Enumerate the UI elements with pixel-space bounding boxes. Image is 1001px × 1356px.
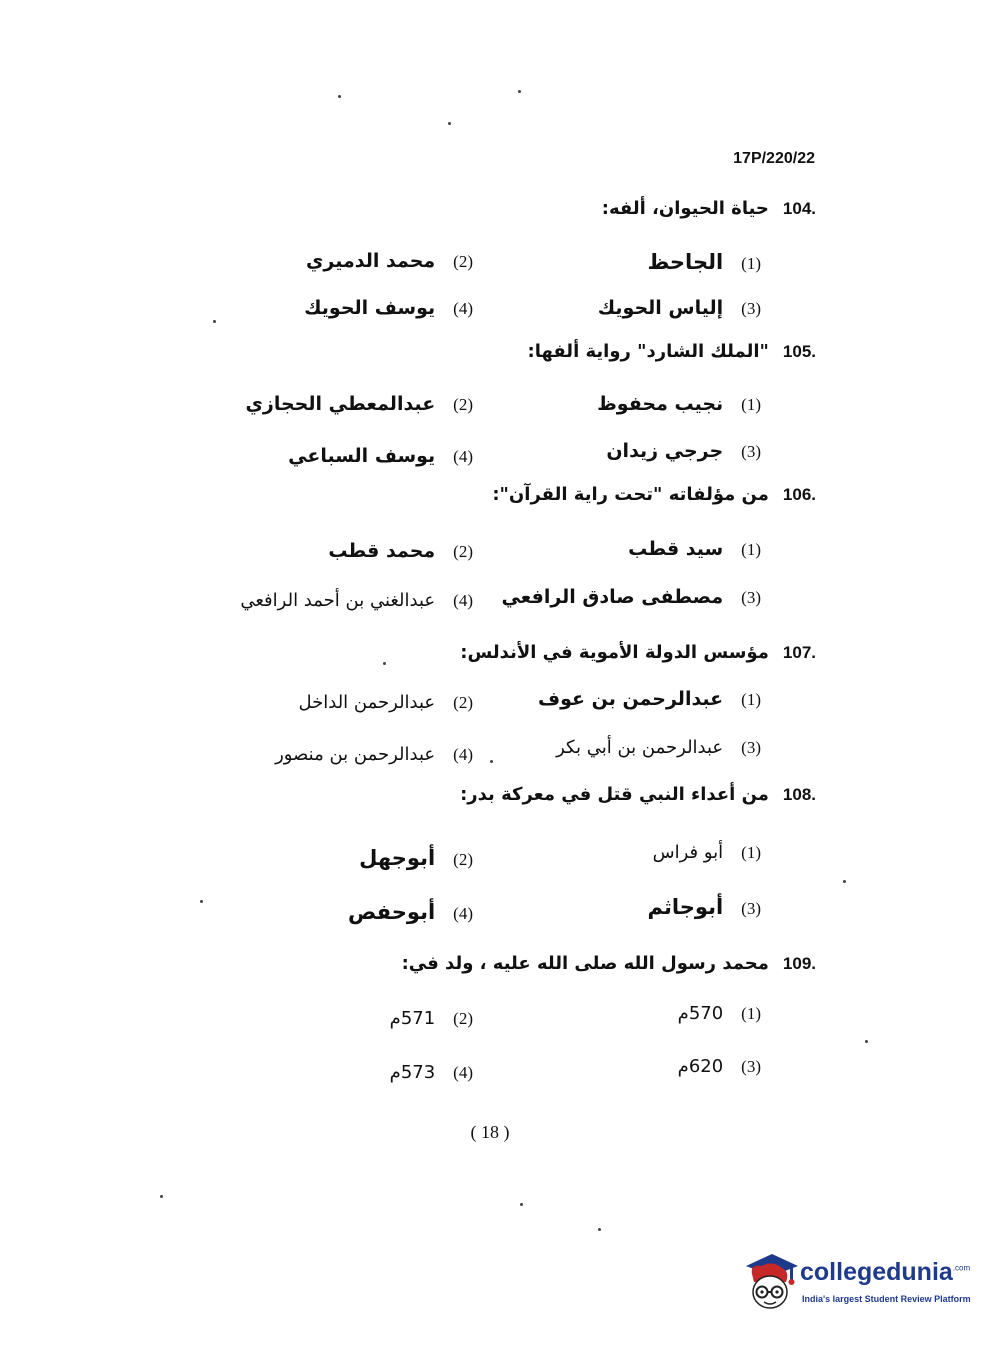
option-109-3	[678, 1056, 761, 1077]
option-number: (4)	[453, 1063, 473, 1082]
option-number: (4)	[453, 591, 473, 610]
option-text: 570م	[677, 1003, 724, 1024]
option-number: (4)	[453, 745, 473, 764]
option-109-2	[390, 1008, 473, 1029]
option-105-3	[606, 440, 761, 462]
option-108-3	[648, 895, 761, 919]
option-104-3	[598, 297, 761, 319]
question-text: من مؤلفاته "تحت راية القرآن":	[492, 484, 769, 505]
logo-name: collegedunia$^{.com}$	[800, 1258, 971, 1286]
option-108-4	[348, 900, 473, 924]
option-text: أبو فراس	[652, 842, 724, 863]
option-number: (1)	[741, 690, 761, 709]
scan-speck	[448, 122, 451, 125]
option-104-1	[647, 250, 761, 274]
option-text: عبدالرحمن بن أبي بكر	[556, 737, 724, 758]
option-text: نجيب محفوظ	[597, 393, 724, 415]
question-105	[528, 341, 816, 362]
option-text: عبدالرحمن بن عوف	[538, 688, 724, 710]
option-text: أبوجاثم	[647, 895, 724, 919]
question-106	[492, 484, 816, 505]
option-number: (1)	[741, 1004, 761, 1023]
option-107-4	[275, 744, 473, 765]
option-text: الجاحظ	[647, 250, 724, 274]
scan-speck	[520, 1203, 523, 1206]
question-107	[460, 642, 816, 663]
option-number: (4)	[453, 447, 473, 466]
option-107-2	[298, 692, 473, 713]
option-number: (2)	[453, 252, 473, 271]
option-109-1	[678, 1003, 761, 1024]
scan-speck	[160, 1195, 163, 1198]
question-text: "الملك الشارد" رواية ألفها:	[527, 341, 769, 362]
option-106-4	[240, 590, 473, 611]
mascot-icon	[742, 1252, 800, 1312]
scan-speck	[213, 320, 216, 323]
question-number: 104.	[782, 199, 816, 218]
question-number: 106.	[782, 485, 816, 504]
option-107-1	[538, 688, 761, 710]
question-number: 107.	[782, 643, 816, 662]
option-number: (2)	[453, 1009, 473, 1028]
option-number: (3)	[741, 738, 761, 757]
option-number: (2)	[453, 542, 473, 561]
option-text: محمد الدميري	[306, 250, 436, 272]
option-text: جرجي زيدان	[606, 440, 724, 462]
option-text: سيد قطب	[628, 538, 724, 560]
option-number: (1)	[741, 843, 761, 862]
option-text: يوسف السباعي	[288, 445, 436, 467]
option-number: (4)	[453, 904, 473, 923]
option-text: يوسف الحويك	[304, 297, 436, 319]
option-number: (3)	[741, 1057, 761, 1076]
option-text: عبدالرحمن الداخل	[298, 692, 436, 713]
question-text: حياة الحيوان، ألفه:	[601, 198, 769, 219]
option-number: (2)	[453, 395, 473, 414]
option-number: (1)	[741, 395, 761, 414]
page-number: ( 18 )	[470, 1122, 510, 1142]
scan-speck	[518, 90, 521, 93]
collegedunia-logo[interactable]	[742, 1252, 972, 1312]
option-106-3	[501, 586, 761, 608]
scan-speck	[598, 1228, 601, 1231]
question-number: 108.	[782, 785, 816, 804]
question-text: محمد رسول الله صلى الله عليه ، ولد في:	[401, 953, 769, 974]
option-text: محمد قطب	[328, 540, 436, 562]
option-text: 620م	[677, 1056, 724, 1077]
logo-tagline: India's largest Student Review Platform	[802, 1294, 971, 1304]
option-108-1	[653, 842, 761, 863]
option-text: 571م	[389, 1008, 436, 1029]
option-108-2	[359, 846, 473, 870]
option-text: عبدالمعطي الحجازي	[245, 393, 436, 415]
option-number: (2)	[453, 850, 473, 869]
question-104	[602, 198, 816, 219]
option-109-4	[390, 1062, 473, 1083]
scan-speck	[843, 880, 846, 883]
option-number: (1)	[741, 540, 761, 559]
option-104-2	[306, 250, 473, 272]
option-text: أبوجهل	[359, 846, 436, 870]
scan-speck	[338, 95, 341, 98]
option-105-1	[597, 393, 761, 415]
question-text: من أعداء النبي قتل في معركة بدر:	[460, 784, 769, 805]
option-number: (1)	[741, 254, 761, 273]
scan-speck	[383, 662, 386, 665]
option-text: أبوحفص	[348, 900, 436, 924]
option-text: عبدالرحمن بن منصور	[275, 744, 436, 765]
option-number: (2)	[453, 693, 473, 712]
option-text: 573م	[389, 1062, 436, 1083]
option-106-2	[328, 540, 473, 562]
option-105-4	[288, 445, 473, 467]
paper-code: 17P/220/22	[733, 150, 815, 167]
option-text: مصطفى صادق الرافعي	[501, 586, 724, 608]
option-text: إلياس الحويك	[597, 297, 724, 319]
question-108	[460, 784, 816, 805]
scan-speck	[200, 900, 203, 903]
scan-speck	[490, 760, 493, 763]
question-number: 109.	[782, 954, 816, 973]
question-text: مؤسس الدولة الأموية في الأندلس:	[460, 642, 769, 663]
option-number: (4)	[453, 299, 473, 318]
option-106-1	[628, 538, 761, 560]
question-109	[402, 953, 816, 974]
option-105-2	[245, 393, 473, 415]
option-number: (3)	[741, 299, 761, 318]
option-104-4	[304, 297, 473, 319]
scan-speck	[865, 1040, 868, 1043]
option-text: عبدالغني بن أحمد الرافعي	[240, 590, 436, 611]
option-number: (3)	[741, 442, 761, 461]
option-number: (3)	[741, 588, 761, 607]
option-107-3	[556, 737, 761, 758]
logo-domain-suffix: .com	[952, 1263, 971, 1273]
question-number: 105.	[782, 342, 816, 361]
option-number: (3)	[741, 899, 761, 918]
